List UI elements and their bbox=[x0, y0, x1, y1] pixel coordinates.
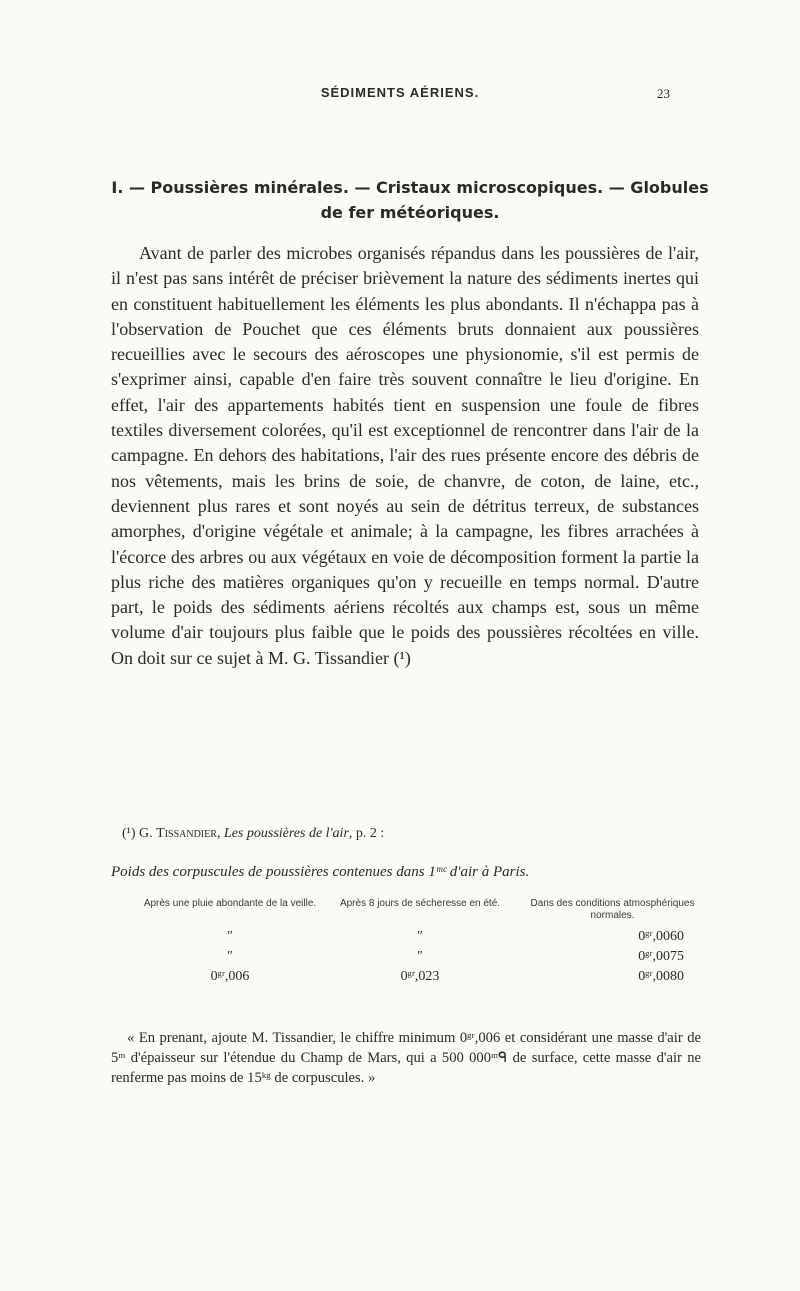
table-row bbox=[135, 967, 710, 987]
running-head: SÉDIMENTS AÉRIENS. bbox=[320, 85, 480, 100]
footnote-page: , p. 2 : bbox=[348, 826, 385, 841]
table-caption: Poids des corpuscules de poussières contenues dans 1ᵐᶜ d'air à Paris. bbox=[111, 864, 530, 880]
table-header-row bbox=[135, 898, 710, 927]
table-row bbox=[135, 927, 710, 947]
table-cell: ″ bbox=[417, 929, 423, 944]
table-row bbox=[135, 947, 710, 967]
page-number: 23 bbox=[657, 86, 670, 101]
table-cell: 0ᵍʳ,0060 bbox=[638, 929, 684, 944]
footnote-work-title: Les poussières de l'air bbox=[223, 826, 349, 841]
dust-weight-table bbox=[135, 898, 710, 987]
table-cell: ″ bbox=[227, 949, 233, 964]
table-cell: 0ᵍʳ,0075 bbox=[638, 949, 684, 964]
table-cell: 0ᵍʳ,023 bbox=[400, 969, 440, 984]
table-cell: ″ bbox=[227, 929, 233, 944]
table-cell: 0ᵍʳ,006 bbox=[210, 969, 250, 984]
section-heading: I. — Poussières minérales. — Cristaux microscopiques. — Globules de fer météoriques. bbox=[111, 178, 709, 222]
quoted-paragraph: « En prenant, ajoute M. Tissandier, le chiffre minimum 0ᵍʳ,006 et considérant une masse d'air de 5ᵐ d'épaisseur sur l'étendue du Champ de Mars, qui a 500 000ᵐᑫ de surface, cette masse d'air ne renferme pas moins de 15ᵏᵍ de corpuscules. » bbox=[111, 1030, 701, 1086]
header-after-drought: Après 8 jours de sécheresse en été. bbox=[339, 898, 501, 909]
table-cell: ″ bbox=[417, 949, 423, 964]
footnote-author: Tissandier bbox=[156, 826, 217, 841]
header-after-rain: Après une pluie abondante de la veille. bbox=[143, 898, 317, 909]
header-normal-conditions: Dans des conditions atmosphériques normales. bbox=[530, 898, 695, 921]
footnote: (¹) G. Tissandier, Les poussières de l'air, p. 2 : bbox=[122, 826, 385, 841]
footnote-marker: (¹) G. bbox=[122, 826, 157, 841]
table-cell: 0ᵍʳ,0080 bbox=[638, 969, 684, 984]
body-paragraph: Avant de parler des microbes organisés répandus dans les poussières de l'air, il n'est pas sans intérêt de préciser brièvement la nature des sédiments inertes qui en constituent habituellement les éléments les plus abondants. Il n'échappa pas à l'observation de Pouchet que ces éléments bruts donnaient aux poussières recueillies avec le secours des aéroscopes une physionomie, s'il est permis de s'exprimer ainsi, capable d'en faire très souvent connaître le lieu d'origine. En effet, l'air des appartements habités tient en suspension une foule de fibres textiles diversement colorées, qu'il est exceptionnel de rencontrer dans l'air de la campagne. En dehors des habitations, l'air des rues présente encore des débris de nos vêtements, mais les brins de soie, de chanvre, de coton, de laine, etc., deviennent plus rares et sont noyés au sein de détritus terreux, de substances amorphes, d'origine végétale et animale; à la campagne, les fibres arrachées à l'écorce des arbres ou aux végétaux en voie de décomposition forment la partie la plus riche des matières organiques qu'on y recueille en temps normal. D'autre part, le poids des sédiments aériens récoltés aux champs est, sous un même volume d'air toujours plus faible que le poids des poussières récoltées en ville. On doit sur ce sujet à M. G. Tissandier (¹) bbox=[111, 243, 699, 668]
